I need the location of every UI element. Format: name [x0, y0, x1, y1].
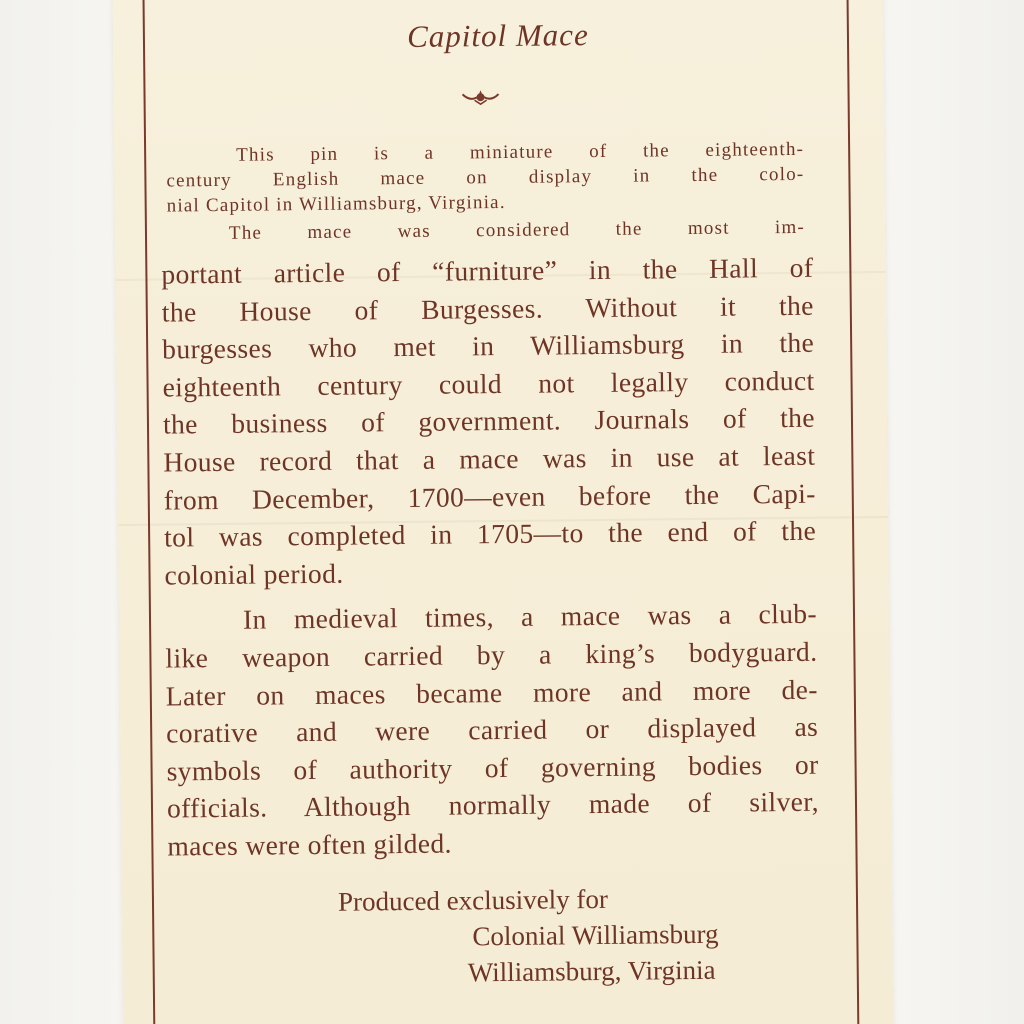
paragraph-line: eighteenth century could not legally conduct [162, 364, 815, 403]
paragraph-line: burgesses who met in Williamsburg in the [162, 326, 815, 365]
pin-insert-card [112, 0, 893, 1024]
paragraph-line: maces were often gilded. [167, 827, 453, 862]
paragraph-line: tol was completed in 1705—to the end of the [163, 514, 817, 553]
intro-line: century English mace on display in the colo- [166, 163, 805, 192]
main-body-text [161, 249, 819, 865]
paragraph-line: the business of government. Journals of the [162, 402, 816, 440]
paragraph-line: portant article of “furniture” in the Hall of [161, 251, 814, 290]
paragraph-line: like weapon carried by a king’s bodyguard. [165, 635, 818, 674]
credit-line: Williamsburg, Virginia [467, 954, 716, 988]
paragraph-line: colonial period. [164, 557, 344, 591]
paragraph-line: In medieval times, a mace was a club- [242, 598, 818, 636]
credit-line: Produced exclusively for [337, 883, 609, 917]
paragraph-line: officials. Although normally made of silver, [166, 786, 820, 824]
paragraph-line: The mace was considered the most im- [228, 216, 806, 244]
card-title: Capitol Mace [406, 17, 589, 54]
paragraph-line: House record that a mace was in use at least [163, 439, 816, 478]
floral-fleuron-icon [460, 86, 500, 108]
intro-paragraph [166, 137, 805, 219]
paragraph-line: from December, 1700—even before the Capi- [163, 477, 816, 516]
credit-line: Colonial Williamsburg [472, 918, 719, 952]
intro-line: This pin is a miniature of the eighteenth- [236, 138, 805, 166]
paragraph-line: corative and were carried or displayed as [166, 710, 819, 749]
paragraph-line: Later on maces became more and more de- [165, 673, 818, 712]
paragraph-line: the House of Burgesses. Without it the [161, 289, 814, 328]
intro-line: nial Capitol in Williamsburg, Virginia. [166, 191, 506, 217]
paragraph-line: symbols of authority of governing bodies or [166, 748, 819, 787]
